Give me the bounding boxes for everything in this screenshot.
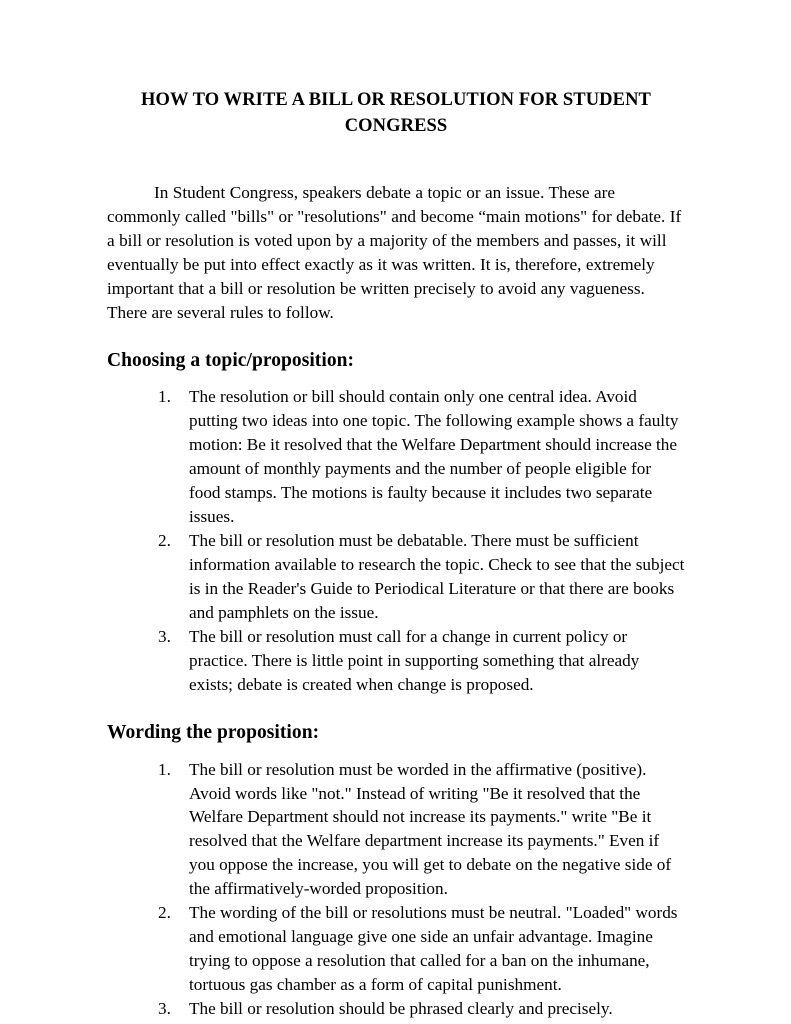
list-item bbox=[158, 385, 685, 529]
list-item-text: The wording of the bill or resolutions must be neutral. "Loaded" words and emotional language give one side an unfair advantage. Imagine trying to oppose a resolution that called for a ban on the inhumane, tortuous gas chamber as a form of capital punishment. bbox=[189, 903, 678, 995]
list-item-text: The bill or resolution must be worded in the affirmative (positive). Avoid words like "not." Instead of writing "Be it resolved that the Welfare Department should not increase its payments." write "Be it resolved that the Welfare department increase its payments." Even if you oppose the increase, you will get to debate on the negative side of the affirmatively-worded proposition. bbox=[189, 759, 672, 899]
rules-list-choosing-a-topic bbox=[107, 372, 685, 697]
list-item bbox=[158, 997, 685, 1021]
section-heading-choosing-a-topic: Choosing a topic/proposition: bbox=[107, 349, 355, 371]
document-body bbox=[107, 0, 685, 1021]
section-heading-wording-the-proposition: Wording the proposition: bbox=[107, 722, 320, 744]
list-item bbox=[158, 529, 685, 625]
list-item bbox=[158, 625, 685, 697]
page-title: HOW TO WRITE A BILL OR RESOLUTION FOR STUDENT CONGRESS bbox=[141, 90, 651, 136]
list-item-text: The bill or resolution should be phrased clearly and precisely. bbox=[189, 999, 613, 1019]
intro-paragraph: In Student Congress, speakers debate a topic or an issue. These are commonly called "bills" or "resolutions" and become “main motions" for debate. If a bill or resolution is voted upon by a majority of the members and passes, it will eventually be put into effect exactly as it was written. It is, therefore, extremely important that a bill or resolution be written precisely to avoid any vagueness. There are several rules to follow. bbox=[107, 183, 682, 322]
rules-list-wording-the-proposition bbox=[107, 745, 685, 1022]
list-item-text: The bill or resolution must call for a change in current policy or practice. There is little point in supporting something that already exists; debate is created when change is proposed. bbox=[189, 627, 640, 695]
list-item-text: The resolution or bill should contain only one central idea. Avoid putting two ideas into one topic. The following example shows a faulty motion: Be it resolved that the Welfare Department should increase the amount of monthly payments and the number of people eligible for food stamps. The motions is faulty because it includes two separate issues. bbox=[189, 387, 679, 527]
list-item bbox=[158, 901, 685, 997]
list-item bbox=[158, 758, 685, 902]
list-item-text: The bill or resolution must be debatable. There must be sufficient information available to research the topic. Check to see that the subject is in the Reader's Guide to Periodical Literature or that there are books and pamphlets on the issue. bbox=[189, 531, 685, 623]
